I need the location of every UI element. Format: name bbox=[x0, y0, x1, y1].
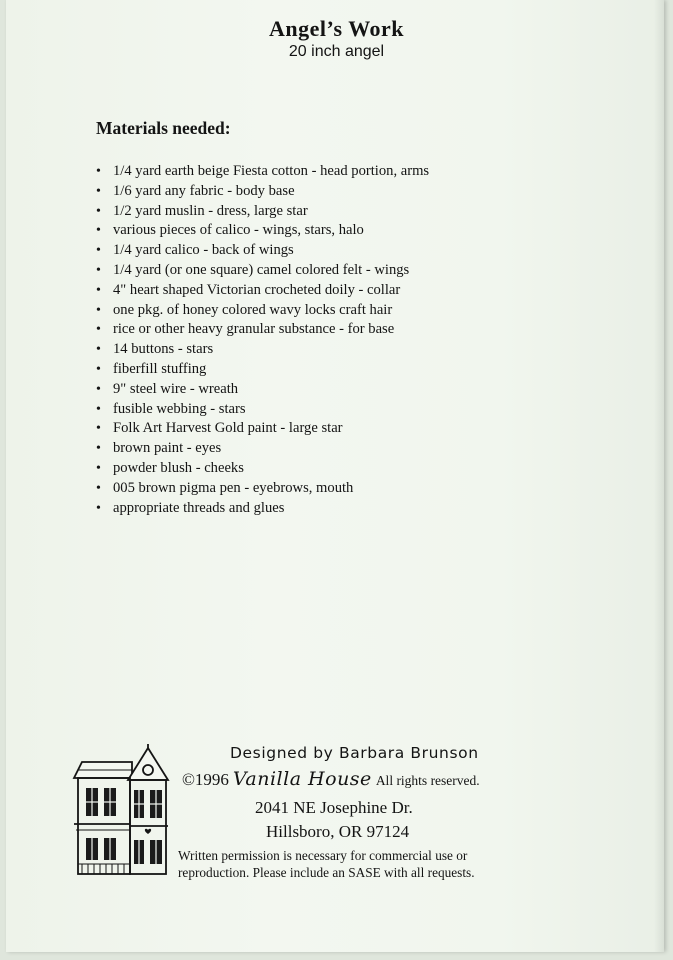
material-item: • 1/4 yard calico - back of wings bbox=[96, 241, 429, 261]
material-item: • appropriate threads and glues bbox=[96, 499, 429, 519]
material-item: • 1/2 yard muslin - dress, large star bbox=[96, 202, 429, 222]
material-item: • 1/4 yard earth beige Fiesta cotton - head portion, arms bbox=[96, 162, 429, 182]
page-subtitle: 20 inch angel bbox=[288, 43, 385, 60]
material-item: • powder blush - cheeks bbox=[96, 459, 429, 479]
rights-reserved: All rights reserved. bbox=[375, 773, 480, 788]
page-title: Angel’s Work bbox=[269, 16, 404, 41]
material-item: • 1/6 yard any fabric - body base bbox=[96, 182, 429, 202]
material-item: • fusible webbing - stars bbox=[96, 400, 429, 420]
sheet-edge bbox=[654, 0, 664, 952]
material-item: • one pkg. of honey colored wavy locks craft hair bbox=[96, 301, 429, 321]
copyright-line bbox=[182, 768, 480, 790]
designer-credit: Designed by Barbara Brunson bbox=[230, 744, 479, 762]
materials-heading: Materials needed: bbox=[96, 118, 231, 138]
street-address: 2041 NE Josephine Dr. bbox=[255, 798, 413, 817]
victorian-house-icon bbox=[72, 744, 172, 876]
copyright-year: ©1996 bbox=[182, 770, 229, 789]
material-item: • 1/4 yard (or one square) camel colored felt - wings bbox=[96, 261, 429, 281]
permission-note bbox=[178, 847, 475, 881]
permission-note-line: reproduction. Please include an SASE with all requests. bbox=[178, 865, 475, 880]
material-item: • 9" steel wire - wreath bbox=[96, 380, 429, 400]
material-item: • 005 brown pigma pen - eyebrows, mouth bbox=[96, 479, 429, 499]
material-item: • various pieces of calico - wings, stars, halo bbox=[96, 221, 429, 241]
material-item: • 14 buttons - stars bbox=[96, 340, 429, 360]
material-item: • rice or other heavy granular substance - for base bbox=[96, 320, 429, 340]
materials-list bbox=[96, 162, 429, 518]
city-state-zip: Hillsboro, OR 97124 bbox=[266, 822, 410, 841]
material-item: • brown paint - eyes bbox=[96, 439, 429, 459]
material-item: • Folk Art Harvest Gold paint - large star bbox=[96, 419, 429, 439]
material-item: • fiberfill stuffing bbox=[96, 360, 429, 380]
material-item: • 4" heart shaped Victorian crocheted doily - collar bbox=[96, 281, 429, 301]
permission-note-line: Written permission is necessary for commercial use or bbox=[178, 848, 468, 863]
brand-name: Vanilla House bbox=[232, 768, 372, 790]
